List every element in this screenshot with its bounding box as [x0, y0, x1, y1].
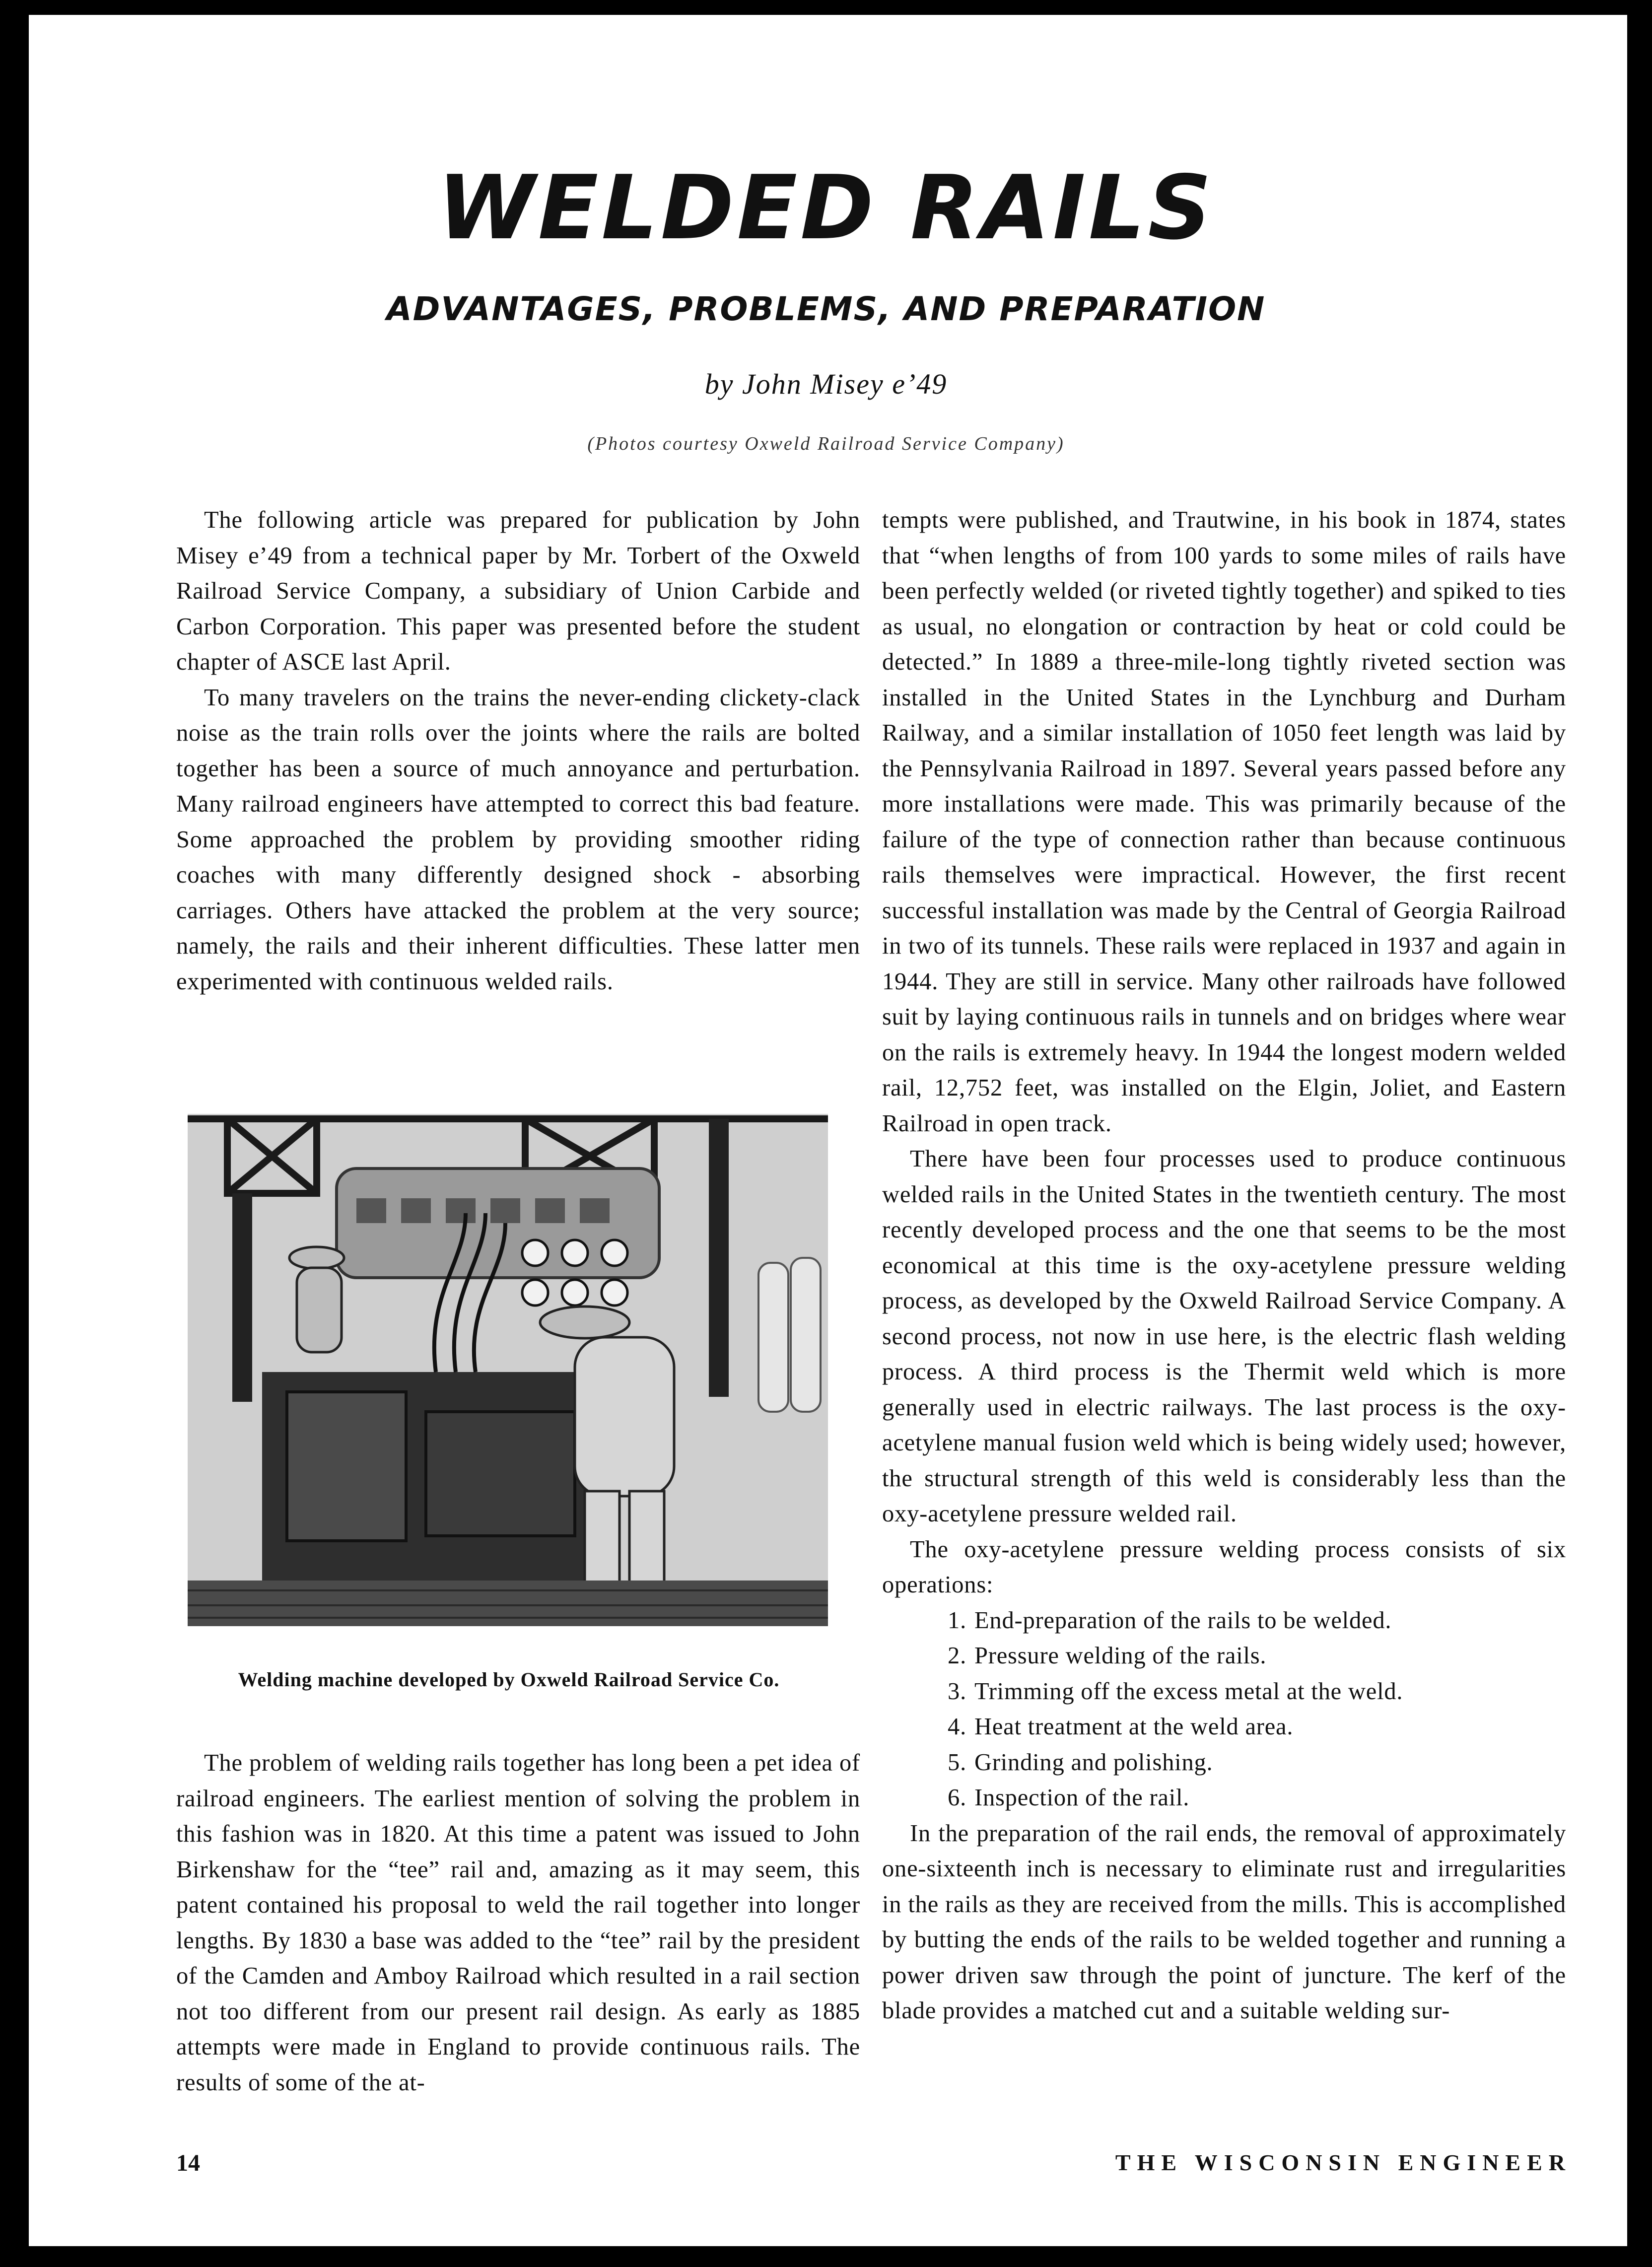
intro-paragraph: The following article was prepared for publication by John Misey e’49 from a technical paper by Mr. Torbert of the Oxweld Railroad Service Company, a subsidiary of Union Carbide and Carbon Corporation. This paper was presented before the student chapter of ASCE last April.	[176, 507, 860, 675]
processes-paragraph: There have been four processes used to produce continuous welded rails in the United States in the twentieth century. The most recently developed process and the one that seems to be the most economical at this time is the oxy-acetylene pressure welding process, as developed by the Oxweld Railroad Service Company. A second process, not now in use here, is the electric flash welding process. A third process is the Thermit weld which is more generally used in electric railways. The last process is the oxy-acetylene manual fusion weld which is being widely used; however, the structural strength of this weld is considerably less than the oxy-acetylene pressure welded rail.	[882, 1146, 1566, 1527]
right-column	[882, 502, 1566, 2029]
article-byline: by John Misey e’49	[704, 368, 948, 400]
list-item: 4. Heat treatment at the weld area.	[948, 1714, 1294, 1740]
figure-caption: Welding machine developed by Oxweld Railroad Service Co.	[238, 1668, 780, 1691]
welding-machine-photo	[188, 1114, 828, 1626]
scan-border-right	[1627, 0, 1652, 2267]
left-column-bottom	[176, 1745, 860, 2100]
continuation-paragraph: tempts were published, and Trautwine, in his book in 1874, states that “when lengths of from 100 yards to some miles of rails have been perfectly welded (or riveted tightly together) and spiked to ties as usual, no elongation or contraction by heat or cold could be detected.” In 1889 a three-mile-long tightly riveted section was installed in the United States in the Lynchburg and Durham Railway, and a similar installation of 1050 feet length was laid by the Pennsylvania Railroad in 1897. Several years passed before any more installations were made. This was primarily because of the failure of the type of connection rather than because continuous rails themselves were impractical. However, the first recent successful installation was made by the Central of Georgia Railroad in two of its tunnels. These rails were replaced in 1937 and again in 1944. They are still in service. Many other railroads have followed suit by laying continuous rails in tunnels and on bridges where wear on the rails is extremely heavy. In 1944 the longest modern welded rail, 12,752 feet, was installed on the Elgin, Joliet, and Eastern Railroad in open track.	[882, 507, 1566, 1137]
scan-border-top	[0, 0, 1652, 15]
preparation-paragraph: In the preparation of the rail ends, the removal of approximately one-sixteenth inch is necessary to eliminate rust and irregularities in the rails as they are received from the mills. This is accomplished by butting the ends of the rails to be welded together and running a power driven saw through the point of juncture. The kerf of the blade provides a matched cut and a suitable welding sur-	[882, 1820, 1566, 2024]
list-item: 3. Trimming off the excess metal at the weld.	[948, 1678, 1403, 1705]
body-paragraph: To many travelers on the trains the never-ending clickety-clack noise as the train rolls over the joints where the rails are bolted together has been a source of much annoyance and perturbation. Many railroad engineers have attempted to correct this bad feature. Some approached the problem by providing smoother riding coaches with many differently designed shock - absorbing carriages. Others have attacked the problem at the very source; namely, the rails and their inherent difficulties. These latter men experimented with continuous welded rails.	[176, 684, 860, 995]
list-item: 5. Grinding and polishing.	[948, 1749, 1213, 1776]
scan-border-bottom	[0, 2246, 1652, 2267]
operations-list	[882, 1603, 1566, 1816]
photo-illustration	[188, 1114, 828, 1626]
scan-border-left	[0, 0, 29, 2267]
list-item: 6. Inspection of the rail.	[948, 1785, 1190, 1811]
article-subtitle: ADVANTAGES, PROBLEMS, AND PREPARATION	[386, 290, 1266, 328]
operations-intro: The oxy-acetylene pressure welding process consists of six operations:	[882, 1536, 1566, 1598]
left-column-top	[176, 502, 860, 999]
history-paragraph: The problem of welding rails together has long been a pet idea of railroad engineers. The earliest mention of solving the problem in this fashion was in 1820. At this time a patent was issued to John Birkenshaw for the “tee” rail and, amazing as it may seem, this patent contained his proposal to weld the rail together into longer lengths. By 1830 a base was added to the “tee” rail by the president of the Camden and Amboy Railroad which resulted in a rail section not too different from our present rail design. As early as 1885 attempts were made in England to provide continuous rails. The results of some of the at-	[176, 1750, 860, 2096]
publication-name: THE WISCONSIN ENGINEER	[1115, 2150, 1572, 2175]
photo-credit: (Photos courtesy Oxweld Railroad Service Company)	[587, 433, 1065, 454]
list-item: 2. Pressure welding of the rails.	[948, 1643, 1267, 1669]
page-number: 14	[176, 2150, 200, 2176]
list-item: 1. End-preparation of the rails to be welded.	[948, 1607, 1392, 1634]
article-title: WELDED RAILS	[437, 156, 1215, 259]
